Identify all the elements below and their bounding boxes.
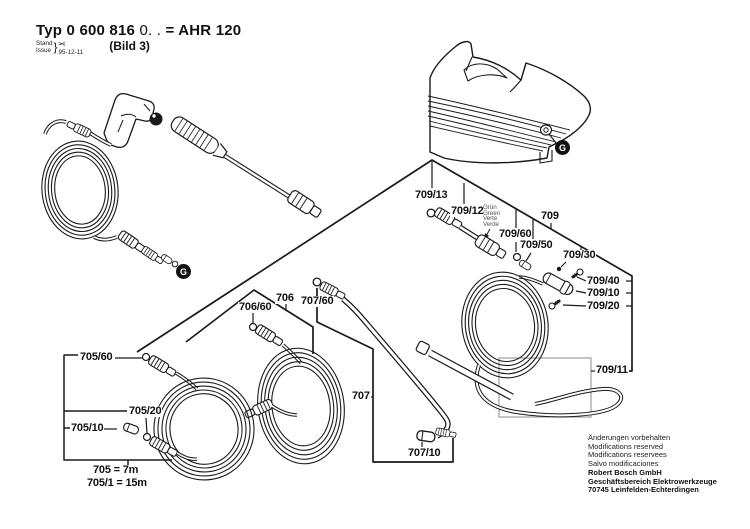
issue-date: 95-12-11 <box>58 49 84 56</box>
footer-note-de: Änderungen vorbehalten <box>588 433 671 442</box>
part-label-707: 707 <box>352 390 370 402</box>
brace-glyph: } <box>53 40 58 54</box>
part-label-709-11: 709/11 <box>596 364 628 376</box>
part-label-705-60: 705/60 <box>80 351 113 363</box>
company-name: Robert Bosch GmbH <box>588 467 662 477</box>
panel-709 <box>137 160 632 371</box>
company-address: 70745 Leinfelden-Echterdingen <box>588 485 699 495</box>
issue-label: Issue <box>36 47 52 54</box>
footer-block <box>588 434 717 495</box>
part-label-706-60: 706/60 <box>239 301 272 313</box>
type-suffix: 0. . <box>139 22 162 39</box>
part-label-705-20: 705/20 <box>129 405 162 417</box>
part-label-705-1-length: 705/1 = 15m <box>87 477 147 489</box>
spray-gun-drawing <box>104 94 163 148</box>
type-code: 0 600 816 <box>66 22 136 39</box>
color-note-fr: Verte <box>483 215 498 223</box>
outlet-elbow-709-10 <box>541 270 575 297</box>
type-title <box>36 22 241 39</box>
screw-709-40 <box>570 268 584 280</box>
screw-709-20 <box>548 298 562 310</box>
part-label-709-40: 709/40 <box>587 275 620 287</box>
color-note-en: Green <box>483 209 501 217</box>
footer-note-es: Salvo modificaciones <box>588 459 659 469</box>
color-note-de: Grün <box>483 204 497 211</box>
hose-end-highlight-box <box>499 358 591 417</box>
parts-707-group <box>313 278 456 442</box>
color-note <box>483 205 500 227</box>
part-label-706: 706 <box>276 292 294 304</box>
gun-hose-coil <box>37 120 178 267</box>
footer-note-en: Modifications reserved <box>588 441 664 451</box>
part-label-707-10: 707/10 <box>408 447 441 459</box>
g-connection-badge-hose: G <box>176 264 191 279</box>
part-label-705-length: 705 = 7m <box>93 464 139 476</box>
type-label: Typ <box>36 22 63 39</box>
color-note-es: Verde <box>483 220 499 228</box>
pin-709-30 <box>557 267 561 271</box>
model-name: = AHR 120 <box>165 22 242 39</box>
hose-coil-705 <box>146 370 262 488</box>
lance-drawing <box>169 114 324 220</box>
g-connection-badge-machine: G <box>555 140 570 155</box>
company-division: Geschäftsbereich Elektrowerkzeuge <box>588 476 717 486</box>
parts-705-group <box>123 354 262 488</box>
part-label-709-60: 709/60 <box>499 228 532 240</box>
part-label-709: 709 <box>541 210 559 222</box>
part-label-709-30: 709/30 <box>563 249 596 261</box>
sheet-label: (Bild 3) <box>109 39 150 53</box>
part-label-709-12: 709/12 <box>451 205 484 217</box>
scissors-icon: ✂ <box>58 39 67 49</box>
part-label-709-10: 709/10 <box>587 287 620 299</box>
part-label-707-60: 707/60 <box>301 295 334 307</box>
footer-note-fr: Modifications reservees <box>588 450 667 460</box>
part-label-709-13: 709/13 <box>415 189 448 201</box>
part-label-709-50: 709/50 <box>520 239 553 251</box>
rigid-tube-707 <box>343 299 448 436</box>
parts-706-group <box>244 324 352 470</box>
part-label-709-20: 709/20 <box>587 300 620 312</box>
stand-label: Stand <box>36 40 53 47</box>
part-label-705-10: 705/10 <box>71 422 104 434</box>
title-block <box>36 22 241 56</box>
